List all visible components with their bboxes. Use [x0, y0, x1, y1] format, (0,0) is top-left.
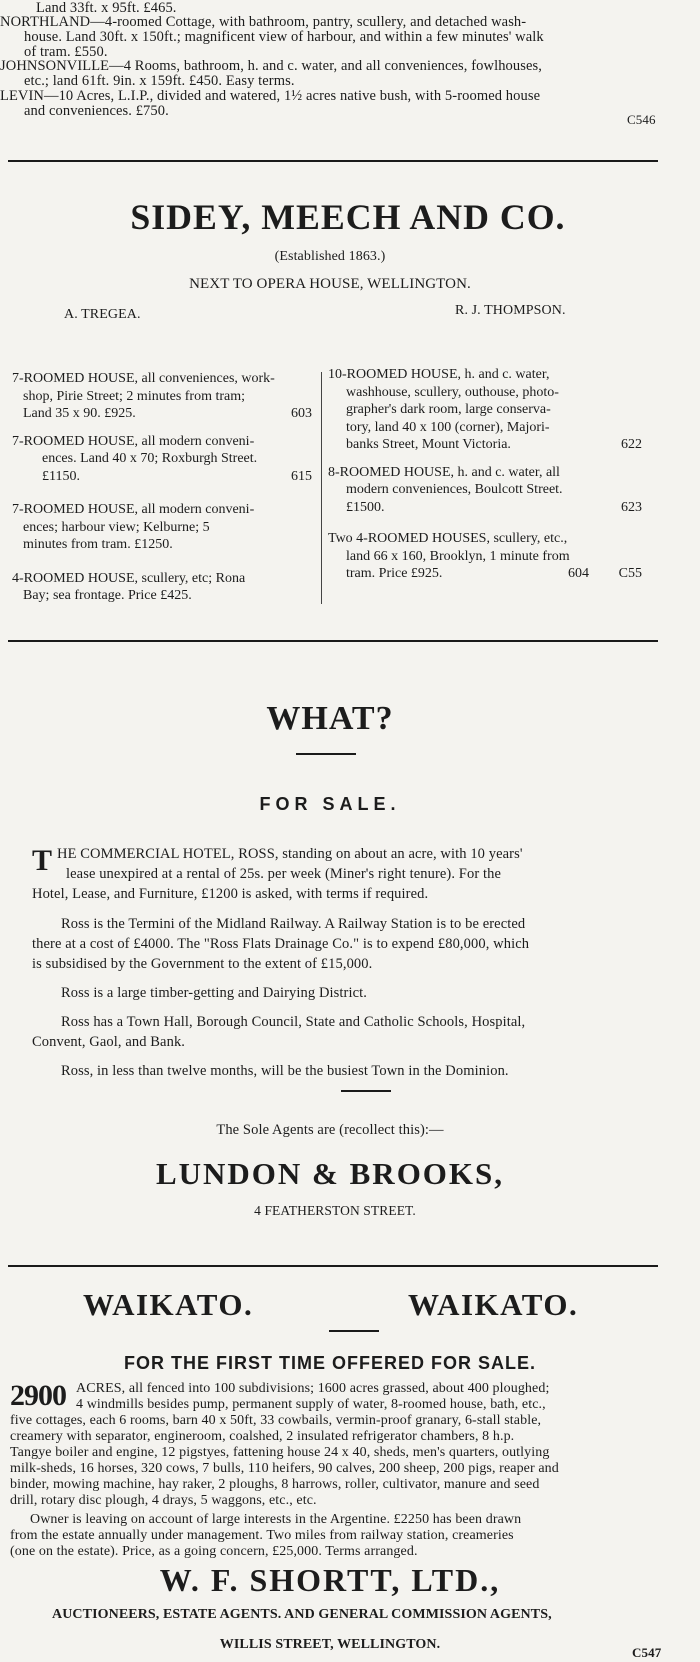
house-listing	[328, 464, 642, 517]
short-rule	[329, 1330, 379, 1332]
listing-line	[328, 499, 642, 517]
body-line: Ross is a large timber-getting and Dairying District.	[61, 985, 367, 1001]
house-listing	[328, 530, 642, 583]
body-line: five cottages, each 6 rooms, barn 40 x 50ft, 33 cowbails, vermin-proof granary, 6-stall stable,	[10, 1413, 542, 1428]
listing-line: and conveniences. £750.	[24, 103, 169, 119]
body-line: is subsidised by the Government to the extent of £15,000.	[32, 956, 373, 972]
listing-line: modern conveniences, Boulcott Street.	[346, 482, 563, 497]
short-rule	[296, 753, 356, 755]
body-line: milk-sheds, 16 horses, 320 cows, 7 bulls, 110 heifers, 90 calves, 200 sheep, 200 pigs, reaper and	[10, 1461, 559, 1476]
house-listing	[12, 570, 312, 605]
company-address: WILLIS STREET, WELLINGTON.	[219, 1637, 441, 1652]
house-listing	[328, 366, 642, 454]
house-listing	[12, 370, 312, 423]
listing-line: minutes from tram. £1250.	[23, 537, 173, 552]
agents-address: 4 FEATHERSTON STREET.	[254, 1203, 416, 1218]
rule-divider	[8, 640, 658, 642]
acreage-number: 2900	[10, 1379, 66, 1412]
body-line: ACRES, all fenced into 100 subdivisions; 1600 acres grassed, about 400 ploughed;	[76, 1381, 550, 1396]
headline: WHAT?	[266, 700, 394, 737]
house-listing	[12, 433, 312, 486]
body-line: Ross, in less than twelve months, will be the busiest Town in the Dominion.	[61, 1063, 509, 1079]
company-name: W. F. SHORTT, LTD.,	[159, 1562, 501, 1598]
listing-line: washhouse, scullery, outhouse, photo-	[346, 384, 559, 400]
body-line: creamery with separator, engineroom, coalshed, 2 insulated refrigerator chambers, 8 h.p.	[10, 1429, 515, 1444]
listing-ref: 603	[291, 406, 312, 421]
partner-name: A. TREGEA.	[64, 307, 141, 322]
listing-line: 7-ROOMED HOUSE, all modern conveni-	[12, 433, 255, 449]
address-line: NEXT TO OPERA HOUSE, WELLINGTON.	[189, 276, 471, 292]
listing-text: tram. Price £925.	[346, 566, 443, 581]
listing-ref: 615	[291, 468, 312, 484]
listings-right-column	[328, 366, 642, 583]
established-line: (Established 1863.)	[274, 249, 386, 264]
listing-text: Land 35 x 90. £925.	[23, 406, 136, 421]
listing-line: 4-ROOMED HOUSE, scullery, etc; Rona	[12, 570, 246, 586]
listing-line: Two 4-ROOMED HOUSES, scullery, etc.,	[328, 531, 568, 546]
listing-line: ences; harbour view; Kelburne; 5	[23, 519, 210, 535]
listing-line: NORTHLAND—4-roomed Cottage, with bathroom, pantry, scullery, and detached wash-	[0, 14, 527, 30]
drop-cap: T	[32, 844, 53, 877]
listing-ref: 622	[621, 437, 642, 452]
listing-line: land 66 x 160, Brooklyn, 1 minute from	[346, 548, 570, 564]
listing-line: 7-ROOMED HOUSE, all conveniences, work-	[12, 371, 275, 386]
body-line: Convent, Gaol, and Bank.	[32, 1034, 186, 1050]
body-line: there at a cost of £4000. The "Ross Flats Drainage Co." is to expend £80,000, which	[32, 936, 530, 952]
listing-line: etc.; land 61ft. 9in. x 159ft. £450. Easy terms.	[24, 73, 295, 89]
headline-right: WAIKATO.	[408, 1287, 579, 1322]
listing-line: 10-ROOMED HOUSE, h. and c. water,	[328, 367, 550, 382]
listing-line: 8-ROOMED HOUSE, h. and c. water, all	[328, 464, 560, 480]
body-line: Owner is leaving on account of large interests in the Argentine. £2250 has been drawn	[30, 1512, 522, 1527]
agents-intro: The Sole Agents are (recollect this):—	[216, 1122, 444, 1138]
ad-code: C55	[618, 566, 642, 581]
listing-line	[328, 565, 642, 583]
body-line: from the estate annually under management. Two miles from railway station, creameries	[10, 1528, 514, 1543]
ad-code: C547	[632, 1645, 662, 1660]
listing-line	[12, 405, 312, 423]
listing-line: Bay; sea frontage. Price £425.	[23, 588, 192, 603]
body-line: Hotel, Lease, and Furniture, £1200 is asked, with terms if required.	[32, 886, 429, 902]
body-line: 4 windmills besides pump, permanent supply of water, 8-roomed house, bath, etc.,	[76, 1397, 546, 1412]
listing-line: Land 33ft. x 95ft. £465.	[36, 0, 177, 16]
listing-line: 7-ROOMED HOUSE, all modern conveni-	[12, 502, 255, 517]
listing-line: tory, land 40 x 100 (corner), Majori-	[346, 419, 550, 435]
listing-line: LEVIN—10 Acres, L.I.P., divided and watered, 1½ acres native bush, with 5-roomed house	[0, 88, 541, 104]
listing-text: £1500.	[346, 499, 385, 515]
listing-line	[328, 436, 642, 454]
body-line: HE COMMERCIAL HOTEL, ROSS, standing on about an acre, with 10 years'	[57, 846, 523, 862]
listing-ref: 604	[568, 566, 589, 581]
listing-text: banks Street, Mount Victoria.	[346, 437, 511, 452]
listing-ref: 623	[621, 499, 642, 515]
headline-left: WAIKATO.	[83, 1287, 254, 1322]
listing-line: house. Land 30ft. x 150ft.; magnificent view of harbour, and within a few minutes' walk	[24, 29, 544, 45]
subheadline: FOR SALE.	[259, 794, 401, 814]
listings-left-column	[12, 370, 312, 605]
rule-divider	[8, 1265, 658, 1267]
listing-line	[12, 468, 312, 486]
listing-line: ences. Land 40 x 70; Roxburgh Street.	[42, 451, 258, 466]
listing-text: £1150.	[42, 468, 80, 484]
rule-divider	[8, 160, 658, 162]
body-line: drill, rotary disc plough, 4 drays, 5 waggons, etc., etc.	[10, 1493, 317, 1508]
subheadline: FOR THE FIRST TIME OFFERED FOR SALE.	[124, 1353, 536, 1373]
body-line: Ross is the Termini of the Midland Railway. A Railway Station is to be erected	[61, 916, 526, 932]
body-line: Tangye boiler and engine, 12 pigstyes, fattening house 24 x 40, sheds, men's quarters, outlying	[10, 1445, 550, 1460]
house-listing	[12, 501, 312, 554]
body-line: lease unexpired at a rental of 25s. per week (Miner's right tenure). For the	[66, 866, 501, 882]
advertiser-name: SIDEY, MEECH AND CO.	[130, 197, 566, 237]
listing-line: JOHNSONVILLE—4 Rooms, bathroom, h. and c. water, and all conveniences, fowlhouses,	[0, 58, 542, 74]
body-line: binder, mowing machine, hay raker, 2 ploughs, 8 harrows, roller, cultivator, manure and seed	[10, 1477, 540, 1492]
company-description: AUCTIONEERS, ESTATE AGENTS. AND GENERAL COMMISSION AGENTS,	[52, 1607, 552, 1622]
body-line: Ross has a Town Hall, Borough Council, State and Catholic Schools, Hospital,	[61, 1014, 526, 1030]
body-line: (one on the estate). Price, as a going concern, £25,000. Terms arranged.	[10, 1544, 418, 1559]
ad-code: C546	[627, 112, 656, 127]
agents-name: LUNDON & BROOKS,	[155, 1156, 505, 1191]
listing-line: of tram. £550.	[24, 44, 108, 60]
partner-name: R. J. THOMPSON.	[455, 303, 566, 318]
short-rule	[341, 1090, 391, 1092]
column-divider	[321, 372, 322, 604]
listing-line: shop, Pirie Street; 2 minutes from tram;	[23, 388, 246, 404]
listing-line: grapher's dark room, large conserva-	[346, 402, 551, 417]
